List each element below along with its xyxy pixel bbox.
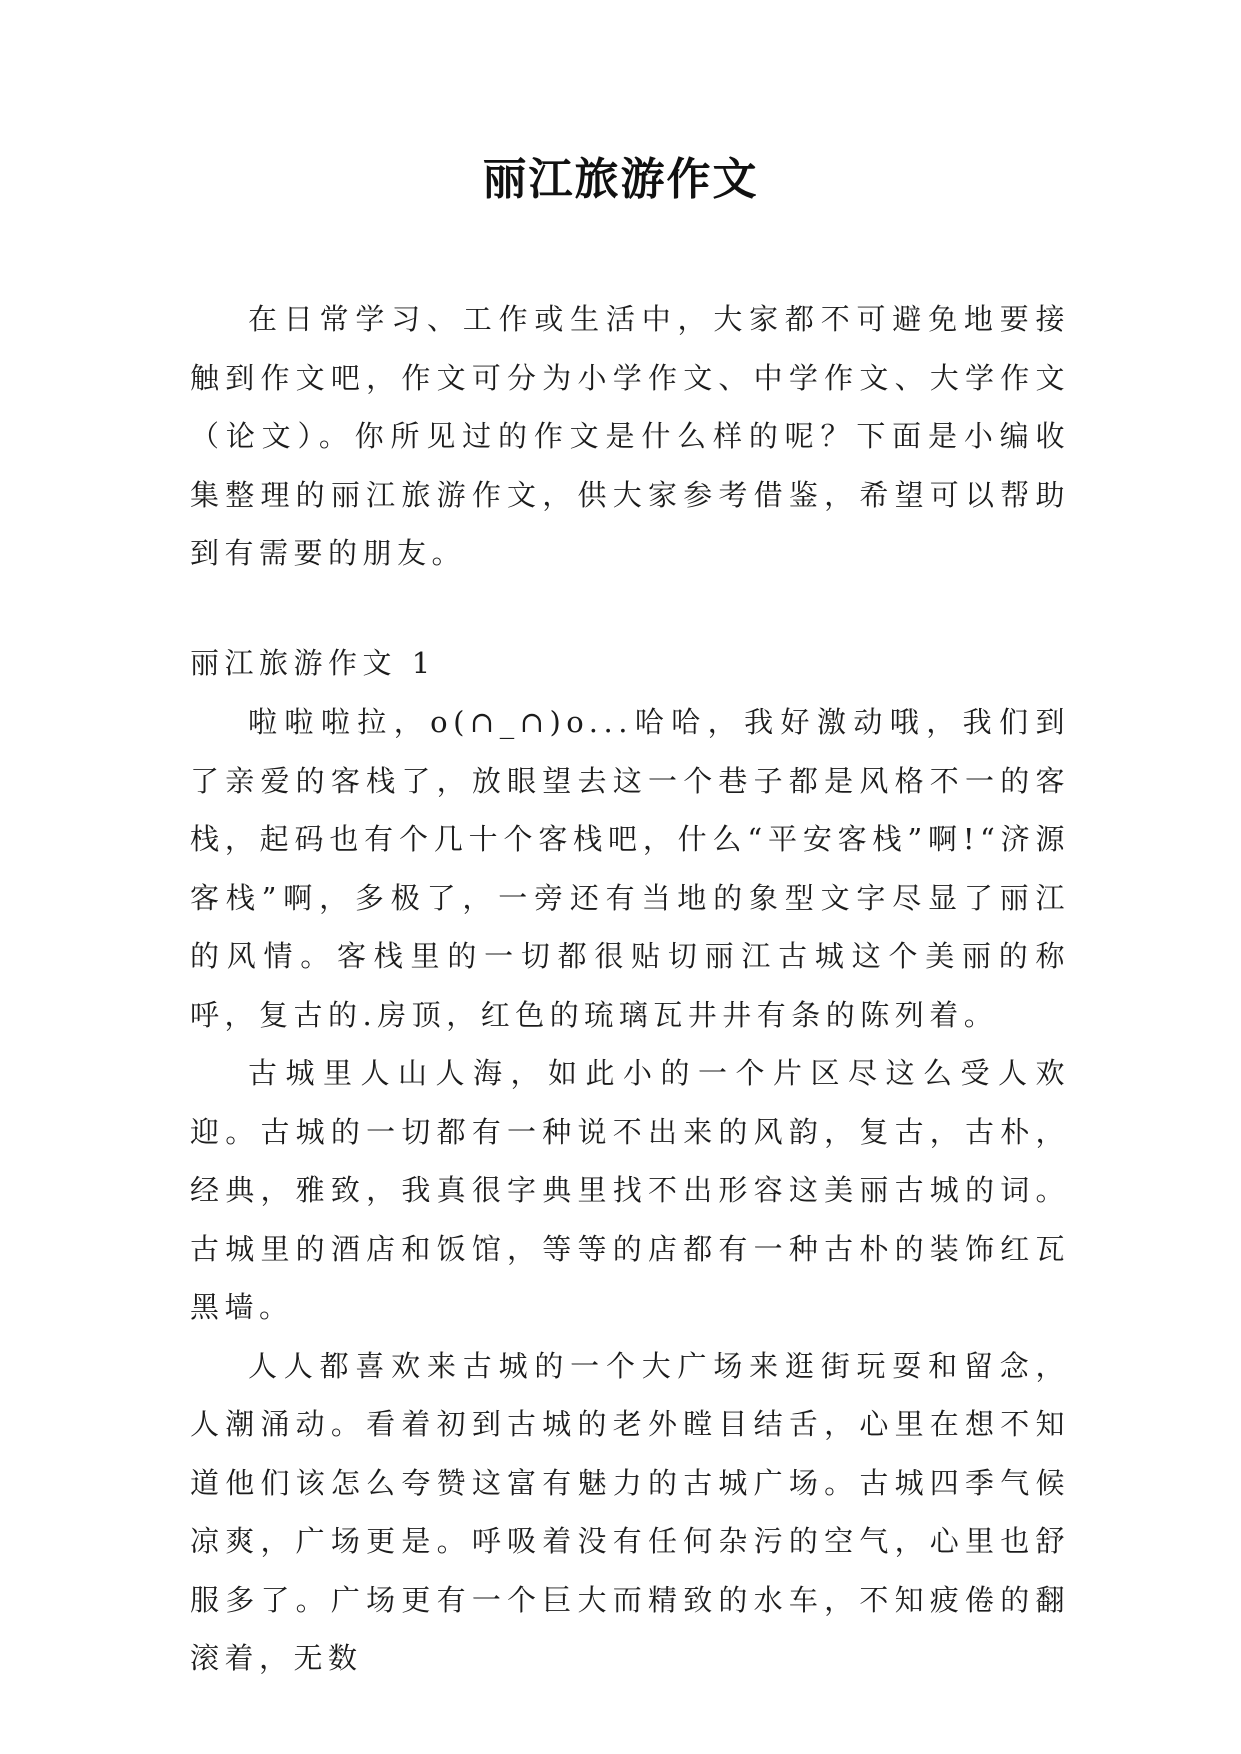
section-heading: 丽江旅游作文 1 — [190, 646, 436, 680]
intro-paragraph: 在日常学习、工作或生活中，大家都不可避免地要接触到作文吧，作文可分为小学作文、中学作文、大学作文（论文）。你所见过的作文是什么样的呢？下面是小编收集整理的丽江旅游作文，供大家参考借鉴，希望可以帮助到有需要的朋友。 — [190, 302, 1070, 570]
essay-paragraph-2: 古城里人山人海，如此小的一个片区尽这么受人欢迎。古城的一切都有一种说不出来的风韵，复古，古朴，经典，雅致，我真很字典里找不出形容这美丽古城的词。古城里的酒店和饭馆，等等的店都有一种古朴的装饰红瓦黑墙。 — [190, 1056, 1070, 1324]
intro-section — [190, 290, 1070, 583]
essay-paragraph-1: 啦啦啦拉，o(∩_∩)o...哈哈，我好激动哦，我们到了亲爱的客栈了，放眼望去这一个巷子都是风格不一的客栈，起码也有个几十个客栈吧，什么“平安客栈”啊!“济源客栈”啊，多极了，一旁还有当地的象型文字尽显了丽江的风情。客栈里的一切都很贴切丽江古城这个美丽的称呼，复古的.房顶，红色的琉璃瓦井井有条的陈列着。 — [190, 705, 1070, 1032]
document-title: 丽江旅游作文 — [482, 154, 759, 205]
essay-body — [190, 693, 1070, 1688]
essay-paragraph-3: 人人都喜欢来古城的一个大广场来逛街玩耍和留念，人潮涌动。看着初到古城的老外瞠目结舌，心里在想不知道他们该怎么夸赞这富有魅力的古城广场。古城四季气候凉爽，广场更是。呼吸着没有任何杂污的空气，心里也舒服多了。广场更有一个巨大而精致的水车，不知疲倦的翻滚着，无数 — [190, 1348, 1070, 1675]
